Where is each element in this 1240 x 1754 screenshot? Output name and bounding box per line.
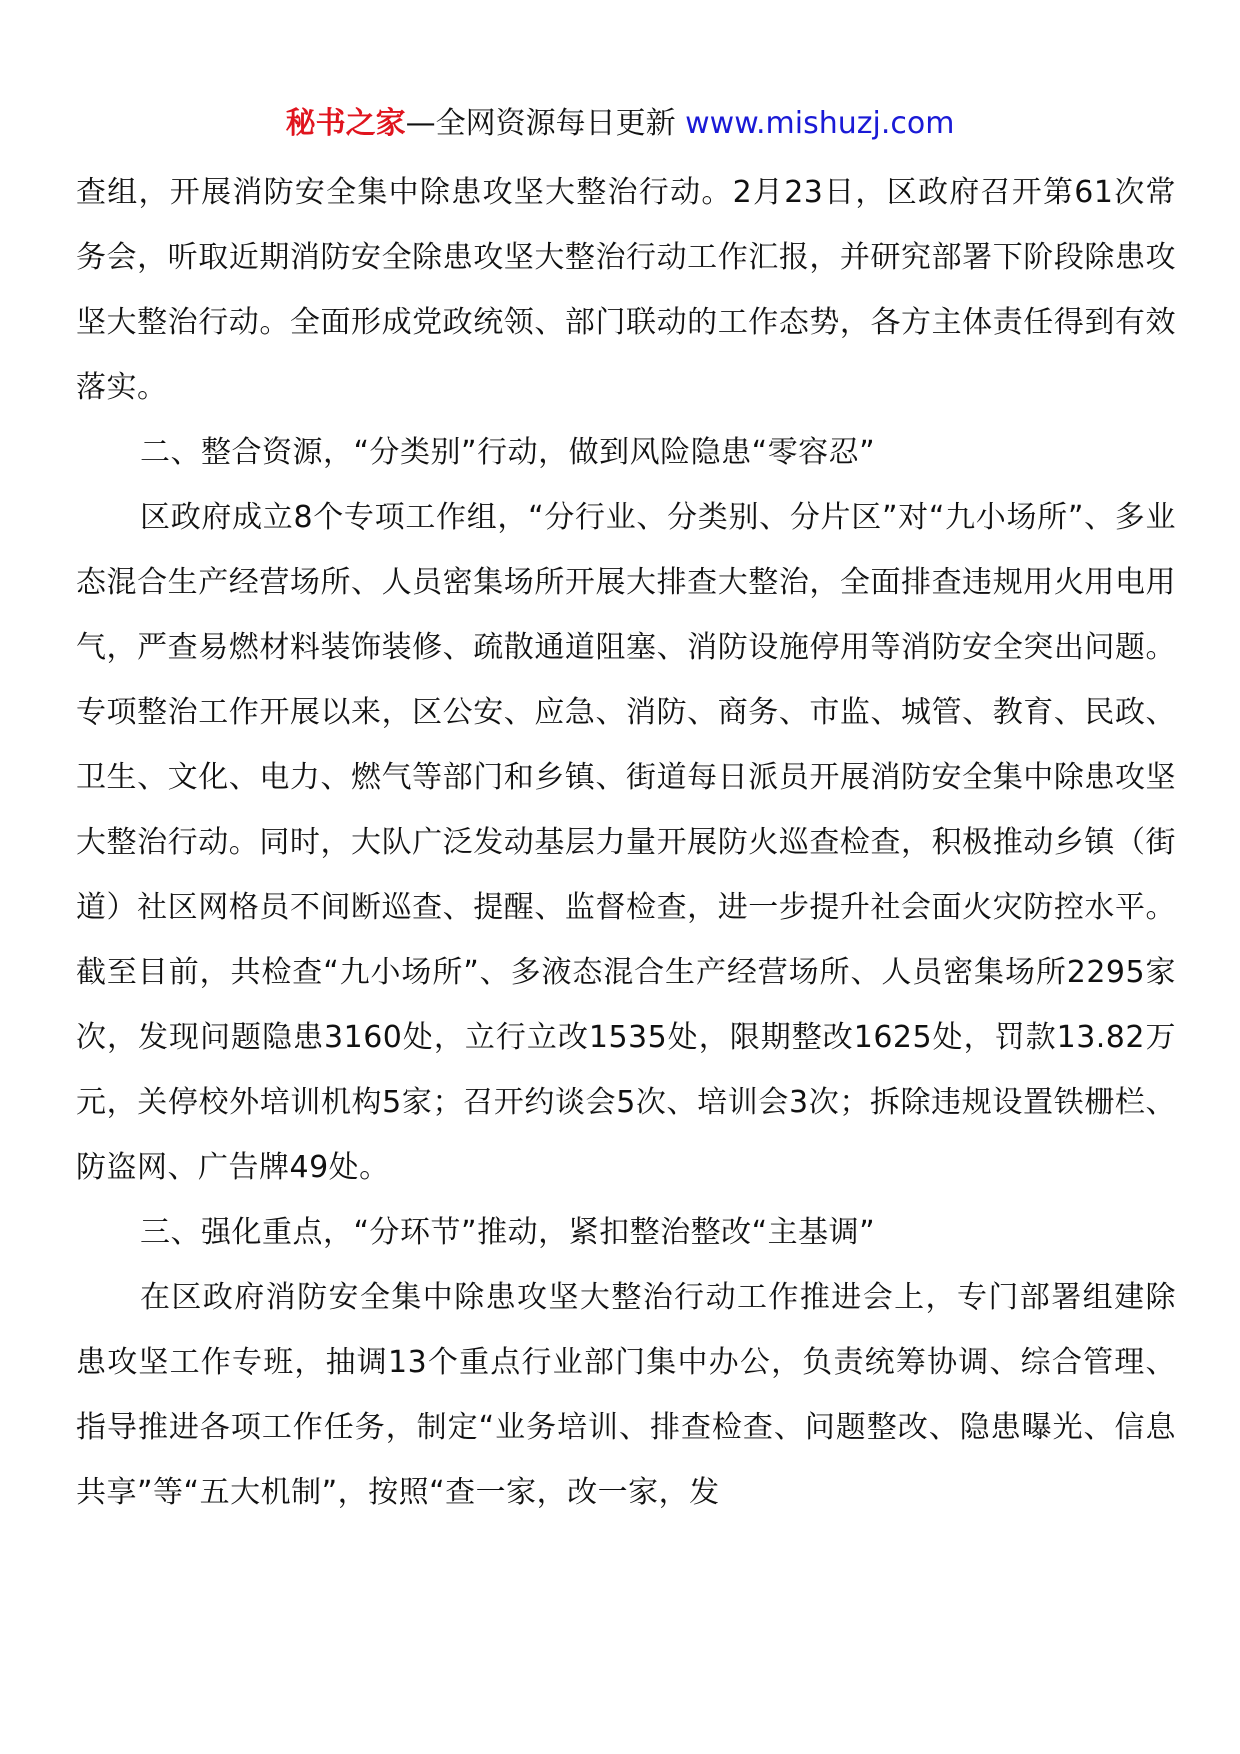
section-heading-2: 二、整合资源，“分类别”行动，做到风险隐患“零容忍” bbox=[140, 435, 876, 470]
header-tagline: —全网资源每日更新 bbox=[405, 106, 676, 141]
header-url-link[interactable]: www.mishuzj.com bbox=[685, 106, 955, 141]
page-header bbox=[0, 100, 1240, 148]
paragraph-section-2: 区政府成立8个专项工作组，“分行业、分类别、分片区”对“九小场所”、多业态混合生产经营场所、人员密集场所开展大排查大整治，全面排查违规用火用电用气，严查易燃材料装饰装修、疏散通道阻塞、消防设施停用等消防安全突出问题。专项整治工作开展以来，区公安、应急、消防、商务、市监、城管、教育、民政、卫生、文化、电力、燃气等部门和乡镇、街道每日派员开展消防安全集中除患攻坚大整治行动。同时，大队广泛发动基层力量开展防火巡查检查，积极推动乡镇（街道）社区网格员不间断巡查、提醒、监督检查，进一步提升社会面火灾防控水平。截至目前，共检查“九小场所”、多液态混合生产经营场所、人员密集场所2295家次，发现问题隐患3160处，立行立改1535处，限期整改1625处，罚款13.82万元，关停校外培训机构5家；召开约谈会5次、培训会3次；拆除违规设置铁栅栏、防盗网、广告牌49处。 bbox=[76, 500, 1176, 1185]
paragraph-section-3: 在区政府消防安全集中除患攻坚大整治行动工作推进会上，专门部署组建除患攻坚工作专班，抽调13个重点行业部门集中办公，负责统筹协调、综合管理、指导推进各项工作任务，制定“业务培训、排查检查、问题整改、隐患曝光、信息共享”等“五大机制”，按照“查一家，改一家，发 bbox=[76, 1280, 1176, 1510]
header-brand: 秘书之家 bbox=[285, 106, 406, 141]
document-body bbox=[76, 160, 1176, 1525]
paragraph-continuation: 查组，开展消防安全集中除患攻坚大整治行动。2月23日，区政府召开第61次常务会，听取近期消防安全除患攻坚大整治行动工作汇报，并研究部署下阶段除患攻坚大整治行动。全面形成党政统领、部门联动的工作态势，各方主体责任得到有效落实。 bbox=[76, 175, 1176, 405]
section-heading-3: 三、强化重点，“分环节”推动，紧扣整治整改“主基调” bbox=[140, 1215, 876, 1250]
